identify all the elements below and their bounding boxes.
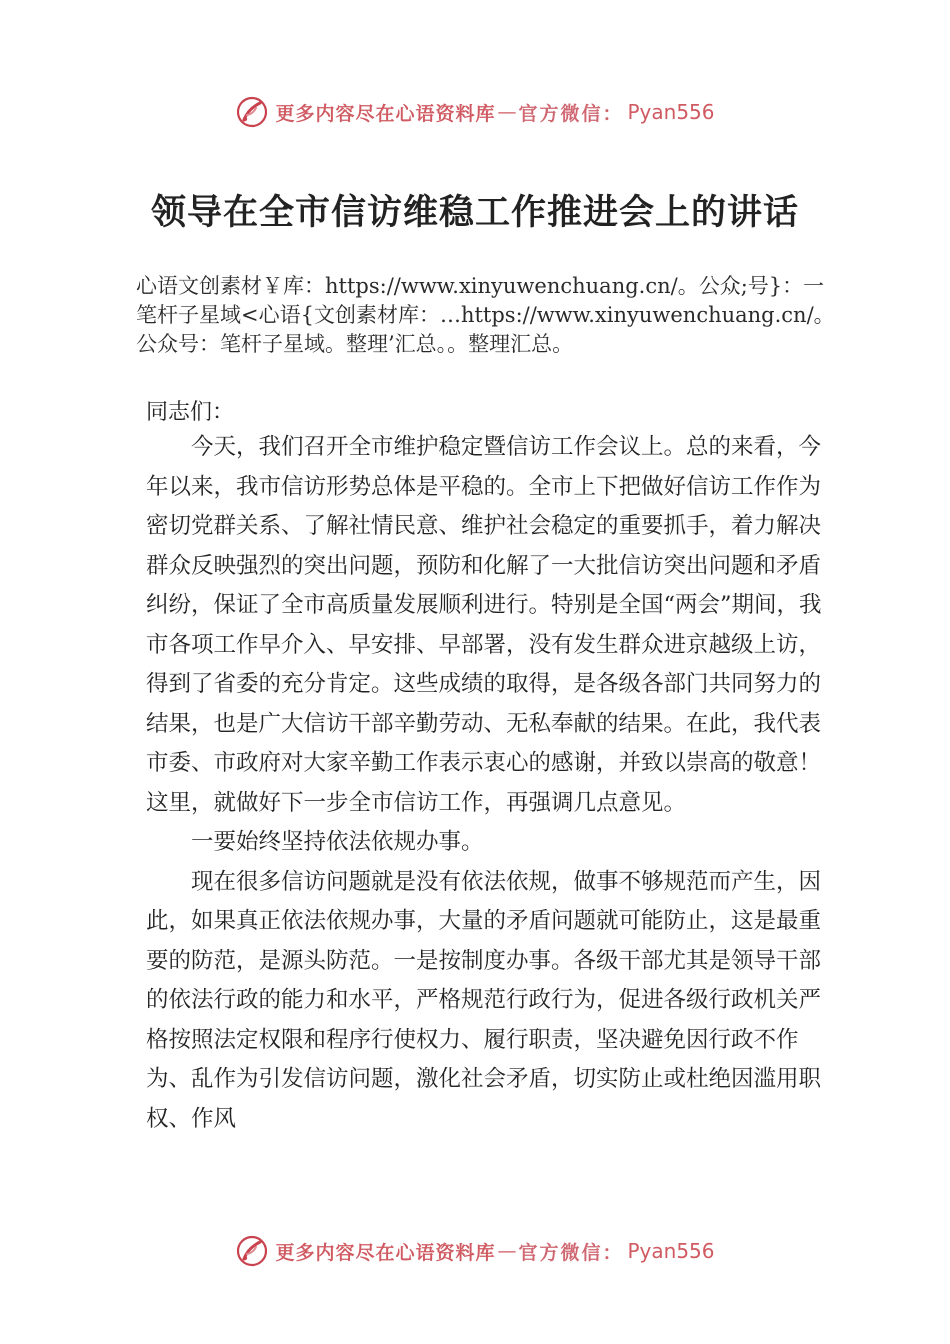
section-heading: 一要始终坚持依法依规办事。 [191,829,484,855]
document-title: 领导在全市信访维稳工作推进会上的讲话 [150,192,799,233]
footer-banner [0,1231,950,1271]
banner-separator: — [497,1240,517,1262]
banner-wechat-label: 官方微信： [518,1241,624,1264]
salutation: 同志们： [146,400,235,425]
brush-logo-icon [235,95,269,129]
banner-text: 更多内容尽在心语资料库 [275,102,496,125]
brush-logo-icon [235,1234,269,1268]
paragraph: 现在很多信访问题就是没有依法依规，做事不够规范而产生，因此，如果真正依法依规办事，大量的矛盾问题就可能防止，这是最重要的防范，是源头防范。一是按制度办事。各级干部尤其是领导干部的依法行政的能力和水平，严格规范行政行为，促进各级行政机关严格按照法定权限和程序行使权力、履行职责，坚决避免因行政不作为、乱作为引发信访问题，激化社会矛盾，切实防止或杜绝因滥用职权、作风 [146,868,822,1132]
paragraph: 今天，我们召开全市维护稳定暨信访工作会议上。总的来看，今年以来，我市信访形势总体是平稳的。全市上下把做好信访工作作为密切党群关系、了解社情民意、维护社会稳定的重要抓手，着力解决群众反映强烈的突出问题，预防和化解了一大批信访突出问题和矛盾纠纷，保证了全市高质量发展顺利进行。特别是全国“两会”期间，我市各项工作早介入、早安排、早部署，没有发生群众进京越级上访，得到了省委的充分肯定。这些成绩的取得，是各级各部门共同努力的结果，也是广大信访干部辛勤劳动、无私奉献的结果。在此，我代表市委、市政府对大家辛勤工作表示衷心的感谢，并致以崇高的敬意！这里，就做好下一步全市信访工作，再强调几点意见。 [146,434,822,816]
header-banner [0,92,950,132]
document-body [146,428,836,1139]
source-note: 心语文创素材￥库：https://www.xinyuwenchuang.cn/。公众;号}：一笔杆子星域<心语{文创素材库：…https://www.xinyuwenchuang.cn/。公众号：笔杆子星域。整理’汇总。。整理汇总。 [136,274,835,356]
banner-wechat-label: 官方微信： [518,102,624,125]
banner-text: 更多内容尽在心语资料库 [275,1241,496,1264]
banner-wechat-id: Pyan556 [627,100,715,124]
banner-wechat-id: Pyan556 [627,1239,715,1263]
banner-separator: — [497,101,517,123]
